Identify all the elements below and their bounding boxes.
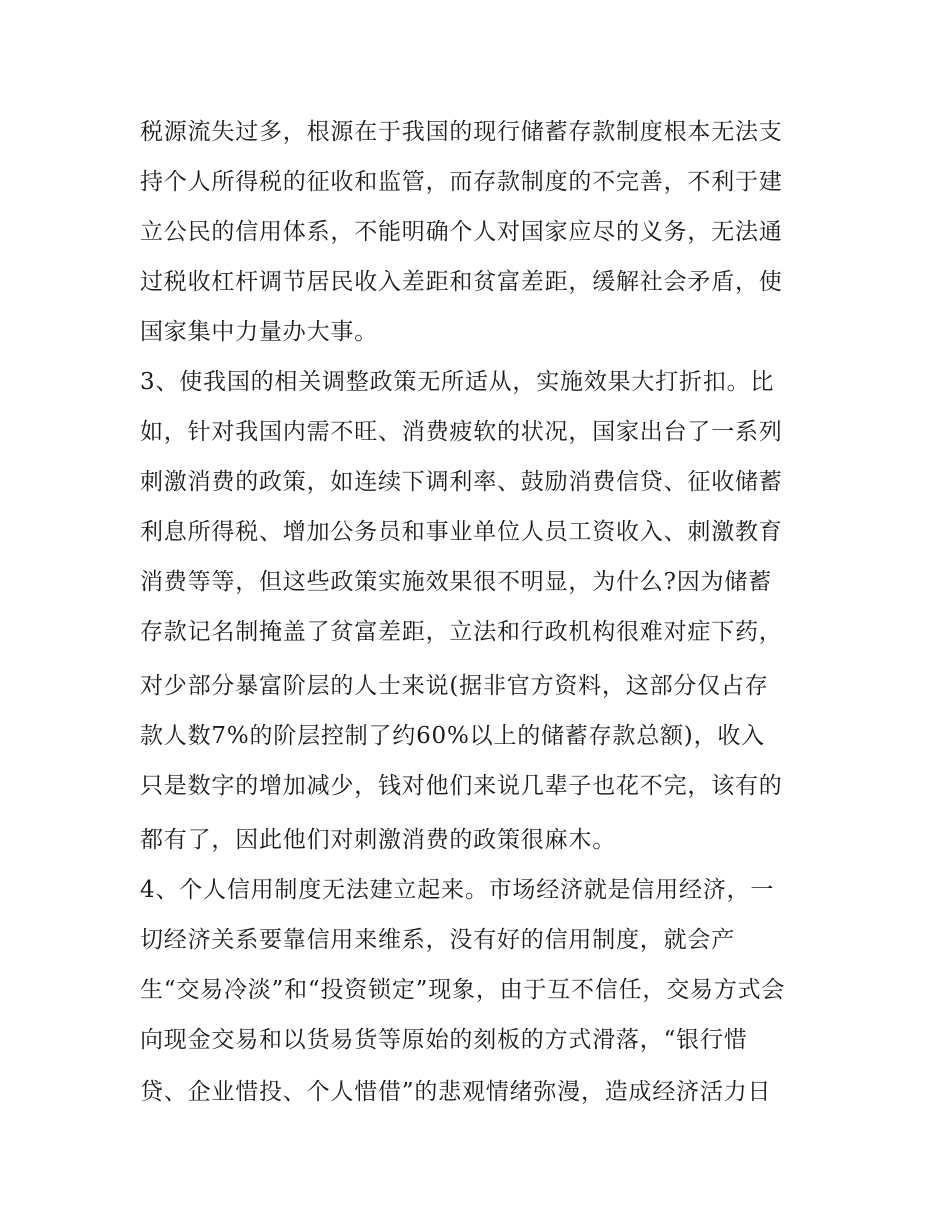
text-line: 都有了，因此他们对刺激消费的政策很麻木。 [140, 827, 616, 853]
text-line: 国家集中力量办大事。 [140, 319, 378, 345]
text-line: 3、使我国的相关调整政策无所适从，实施效果大打折扣。比 [140, 369, 775, 395]
text-line: 款人数7%的阶层控制了约60%以上的储蓄存款总额)，收入 [140, 723, 765, 749]
text-line: 如，针对我国内需不旺、消费疲软的状况，国家出台了一系列 [140, 419, 783, 445]
text-line: 向现金交易和以货易货等原始的刻板的方式滑落，“银行惜 [140, 1027, 748, 1053]
text-line: 立公民的信用体系，不能明确个人对国家应尽的义务，无法通 [140, 219, 783, 245]
text-line: 利息所得税、增加公务员和事业单位人员工资收入、刺激教育 [140, 519, 783, 545]
text-line: 存款记名制掩盖了贫富差距，立法和行政机构很难对症下药， [140, 619, 783, 645]
text-line: 切经济关系要靠信用来维系，没有好的信用制度，就会产 [140, 927, 735, 953]
text-line: 税源流失过多，根源在于我国的现行储蓄存款制度根本无法支 [140, 119, 783, 145]
text-line: 消费等等，但这些政策实施效果很不明显，为什么?因为储蓄 [140, 569, 772, 595]
text-line: 4、个人信用制度无法建立起来。市场经济就是信用经济，一 [140, 877, 775, 903]
text-line: 对少部分暴富阶层的人士来说(据非官方资料，这部分仅占存 [140, 673, 769, 699]
text-line: 贷、企业惜投、个人惜借”的悲观情绪弥漫，造成经济活力日 [140, 1079, 772, 1105]
text-line: 生“交易冷淡”和“投资锁定”现象，由于互不信任，交易方式会 [140, 977, 786, 1003]
text-line: 只是数字的增加减少，钱对他们来说几辈子也花不完，该有的 [140, 773, 783, 799]
text-line: 过税收杠杆调节居民收入差距和贫富差距，缓解社会矛盾，使 [140, 269, 783, 295]
text-line: 持个人所得税的征收和监管，而存款制度的不完善，不利于建 [140, 169, 783, 195]
text-line: 刺激消费的政策，如连续下调利率、鼓励消费信贷、征收储蓄 [140, 469, 783, 495]
